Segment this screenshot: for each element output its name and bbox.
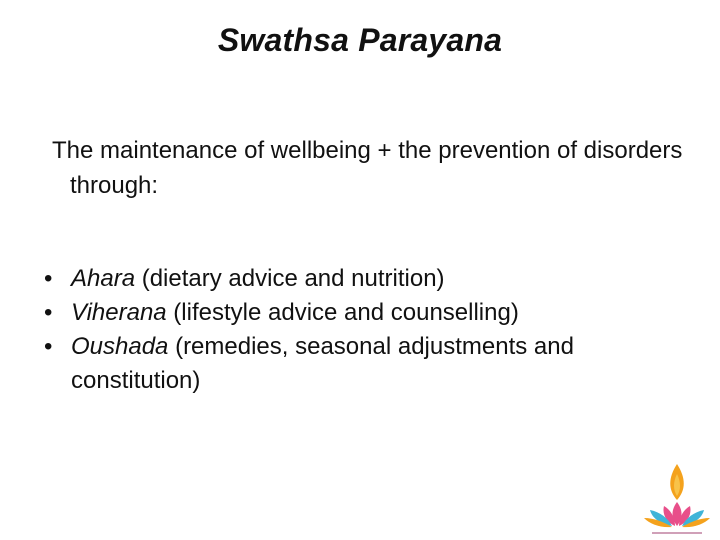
bullet-term: Oushada — [71, 333, 169, 360]
bullet-item-ahara — [44, 262, 694, 296]
bullet-term: Ahara — [71, 265, 136, 292]
bullet-description: (dietary advice and nutrition) — [135, 265, 445, 292]
bullet-dot: • — [44, 299, 53, 326]
bullet-dot: • — [44, 265, 53, 292]
bullet-description: (remedies, seasonal adjustments and constitution) — [71, 333, 574, 394]
bullet-dot: • — [44, 333, 53, 360]
slide-title: Swathsa Parayana — [217, 22, 503, 58]
bullet-item-viherana — [44, 296, 694, 330]
lotus-lamp-logo-icon — [642, 460, 712, 538]
bullet-term: Viherana — [71, 299, 167, 326]
bullet-description: (lifestyle advice and counselling) — [166, 299, 519, 326]
intro-text: The maintenance of wellbeing + the prevention of disorders through: — [52, 137, 683, 199]
bullet-item-oushada — [44, 330, 694, 398]
bullet-list — [44, 262, 694, 398]
